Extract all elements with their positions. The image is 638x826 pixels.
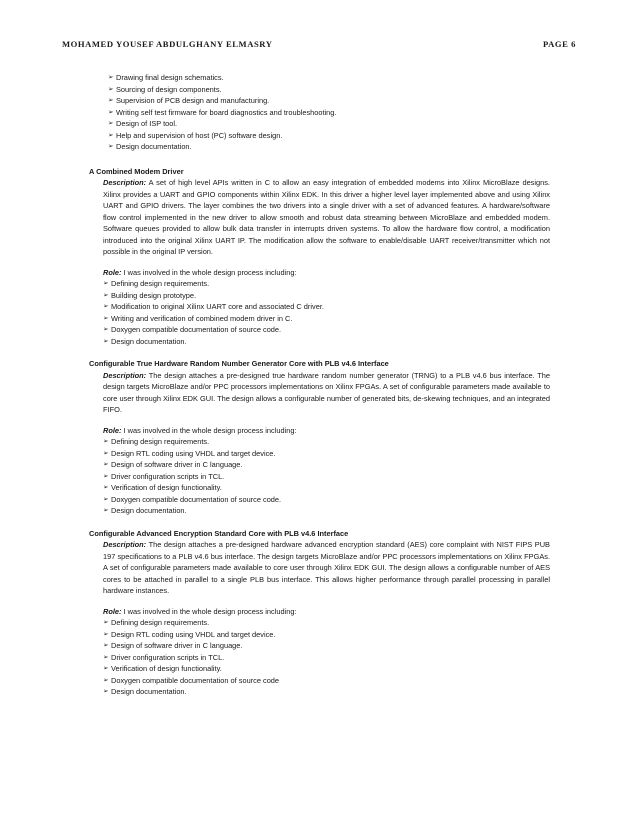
role-bullet-list: [103, 278, 550, 347]
page-header: [62, 39, 576, 53]
list-item: ➢ Design documentation.: [108, 141, 550, 153]
list-item: ➢ Doxygen compatible documentation of source code: [103, 675, 550, 687]
list-item: ➢ Design of software driver in C language.: [103, 459, 550, 471]
intro-bullet-list: [108, 72, 550, 153]
list-item: ➢ Defining design requirements.: [103, 617, 550, 629]
list-item: ➢ Design RTL coding using VHDL and target device.: [103, 629, 550, 641]
list-item: ➢ Writing and verification of combined modem driver in C.: [103, 313, 550, 325]
section-title: A Combined Modem Driver: [89, 166, 184, 176]
section-role: [103, 267, 550, 279]
section-description: [103, 370, 550, 416]
role-bullet-list: [103, 617, 550, 698]
list-item: ➢ Design documentation.: [103, 336, 550, 348]
section-title: Configurable Advanced Encryption Standard Core with PLB v4.6 Interface: [89, 528, 349, 538]
list-item: ➢ Design of ISP tool.: [108, 118, 550, 130]
description-label: Description:: [103, 178, 147, 187]
section-trng-core: [90, 358, 550, 517]
header-author-name: MOHAMED YOUSEF ABDULGHANY ELMASRY: [62, 39, 273, 49]
list-item: ➢ Driver configuration scripts in TCL.: [103, 471, 550, 483]
list-item: ➢ Building design prototype.: [103, 290, 550, 302]
list-item: ➢ Driver configuration scripts in TCL.: [103, 652, 550, 664]
list-item: ➢ Help and supervision of host (PC) software design.: [108, 130, 550, 142]
header-page-number: PAGE 6: [543, 39, 576, 49]
section-role: [103, 425, 550, 437]
role-text: I was involved in the whole design process including:: [123, 606, 297, 616]
section-role: [103, 606, 550, 618]
list-item: ➢ Sourcing of design components.: [108, 84, 550, 96]
role-label: Role:: [103, 606, 122, 616]
list-item: ➢ Modification to original Xilinx UART core and associated C driver.: [103, 301, 550, 313]
section-description: [103, 177, 550, 258]
section-aes-core: [90, 528, 550, 698]
list-item: ➢ Design documentation.: [103, 686, 550, 698]
description-text: The design attaches a pre-designed hardware advanced encryption standard (AES) core complaint with NIST FIPS PUB 197 specifications to a PLB v4.6 bus interface. The design targets MicroBlaze and/or PPC processors implementations on Xilinx FPGAs. A set of configurable parameters made available to core user through Xilinx EDK GUI. The design allows a configurable number of AES cores to be attached in parallel to a single PLB bus interface. This allows higher performance through parallel processing in parallel hardware instances.: [103, 540, 550, 595]
section-description: [103, 539, 550, 597]
role-text: I was involved in the whole design process including:: [123, 425, 297, 435]
list-item: ➢ Design documentation.: [103, 505, 550, 517]
role-text: I was involved in the whole design process including:: [123, 267, 297, 277]
page-content: [90, 72, 550, 698]
section-title: Configurable True Hardware Random Number Generator Core with PLB v4.6 Interface: [89, 359, 389, 368]
list-item: ➢ Verification of design functionality.: [103, 482, 550, 494]
description-text: A set of high level APIs written in C to allow an easy integration of embedded modems into Xilinx MicroBlaze designs. Xilinx provides a UART and GPIO components within Xilinx EDK. In this driver a higher level layer implemented above and using Xilinx UART and GPIO drivers. The layer combines the two drivers into a single driver with a set of advanced features. A hardware/software flow control implemented in the new driver to allow smooth and robust data streaming between MicroBlaze and embedded modem. Software queues provided to allow bulk data transfer in interrupts driven systems. To allow the hardware flow control, a modification introduced into the original Xilinx UART IP. The modification allow the software to enable/disable UART receiver/transmitter which not possible in the original IP version.: [103, 178, 550, 256]
description-label: Description:: [103, 540, 147, 549]
list-item: ➢ Doxygen compatible documentation of source code.: [103, 494, 550, 506]
list-item: ➢ Design of software driver in C language.: [103, 640, 550, 652]
description-text: The design attaches a pre-designed true hardware random number generator (TRNG) to a PLB v4.6 bus interface. The design targets MicroBlaze and/or PPC processors implementations on Xilinx FPGAs. A set of configurable parameters made available to core user through Xilinx EDK GUI. The design allows a configurable number of generated bits, de-skewing techniques, and an integrated FIFO.: [103, 370, 551, 414]
list-item: ➢ Drawing final design schematics.: [108, 72, 550, 84]
description-label: Description:: [103, 370, 147, 380]
list-item: ➢ Defining design requirements.: [103, 436, 550, 448]
list-item: ➢ Doxygen compatible documentation of source code.: [103, 324, 550, 336]
list-item: ➢ Supervision of PCB design and manufacturing.: [108, 95, 550, 107]
list-item: ➢ Verification of design functionality.: [103, 663, 550, 675]
list-item: ➢ Design RTL coding using VHDL and target device.: [103, 448, 550, 460]
section-modem-driver: [90, 166, 550, 348]
role-label: Role:: [103, 267, 122, 277]
list-item: ➢ Defining design requirements.: [103, 278, 550, 290]
role-bullet-list: [103, 436, 550, 517]
role-label: Role:: [103, 425, 122, 435]
list-item: ➢ Writing self test firmware for board diagnostics and troubleshooting.: [108, 107, 550, 119]
